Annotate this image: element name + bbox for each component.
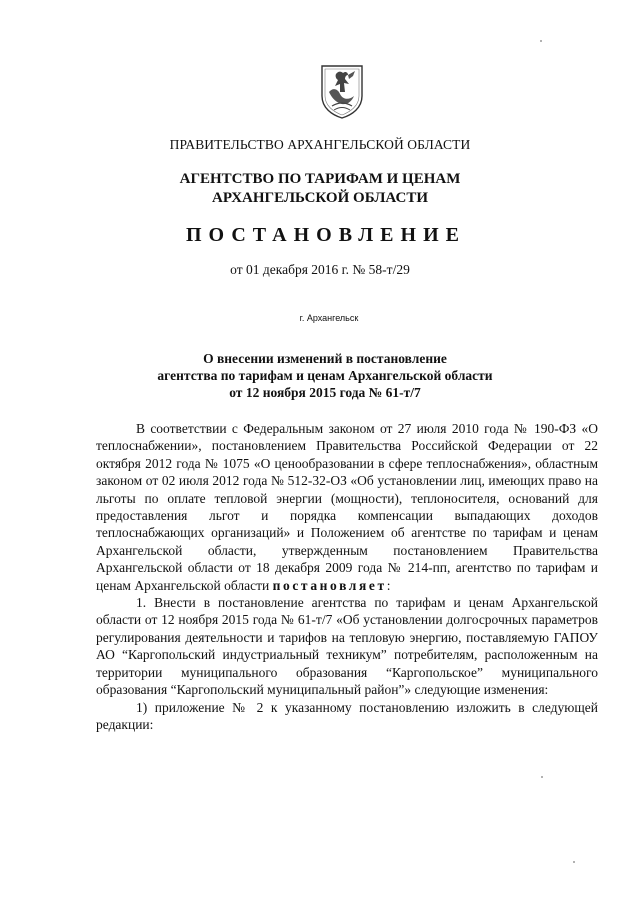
- scan-speck: [541, 776, 543, 778]
- paragraph-preamble: [96, 420, 598, 594]
- scan-speck: [540, 40, 542, 42]
- preamble-end: :: [386, 577, 391, 593]
- document-date-number: от 01 декабря 2016 г. № 58-т/29: [230, 262, 410, 277]
- paragraph-subitem-1: 1) приложение № 2 к указанному постановлению изложить в следующей редакции:: [96, 699, 598, 732]
- agency-name-line-1: АГЕНТСТВО ПО ТАРИФАМ И ЦЕНАМ: [179, 171, 461, 187]
- document-city: г. Архангельск: [299, 313, 359, 323]
- document-body: [96, 420, 598, 733]
- subject-line-1: О внесении изменений в постановление: [203, 351, 447, 366]
- document-type-title: ПОСТАНОВЛЕНИЕ: [186, 224, 466, 246]
- agency-name: [0, 170, 640, 208]
- paragraph-item-1: 1. Внести в постановление агентства по тарифам и ценам Архангельской области от 12 ноября 2015 года № 61-т/7 «Об установлении долгосрочных параметров регулирования деятельности и тарифов на тепловую энергию, поставляемую ГАПОУ АО “Каргопольский индустриальный техникум” потребителям, расположенным на территории муниципального образования “Каргопольское” муниципального образования “Каргопольский муниципальный район”» следующие изменения:: [96, 595, 598, 698]
- agency-name-line-2: АРХАНГЕЛЬСКОЙ ОБЛАСТИ: [212, 190, 428, 206]
- subject-line-3: от 12 ноября 2015 года № 61-т/7: [229, 385, 421, 400]
- scan-speck: [573, 861, 575, 863]
- resolves-keyword: постановляет: [272, 577, 387, 593]
- government-name: ПРАВИТЕЛЬСТВО АРХАНГЕЛЬСКОЙ ОБЛАСТИ: [169, 137, 471, 152]
- coat-of-arms-emblem: [318, 62, 366, 120]
- preamble-text: В соответствии с Федеральным законом от 27 июля 2010 года № 190-ФЗ «О теплоснабжении», постановлением Правительства Российской Федерации от 22 октября 2012 года № 1075 «О ценообразовании в сфере теплоснабжения», областным законом от 02 июля 2012 года № 512-32-ОЗ «Об установлении лиц, имеющих право на льготы по оплате тепловой энергии (мощности), теплоносителя, оснований для предоставления льгот и порядка компенсации выпадающих доходов теплоснабжающих организаций» и Положением об агентстве по тарифам и ценам Архангельской области, утвержденным постановлением Правительства Архангельской области от 18 декабря 2009 года № 214-пп, агентство по тарифам и ценам Архангельской области: [96, 421, 598, 593]
- document-subject: [0, 350, 640, 401]
- subject-line-2: агентства по тарифам и ценам Архангельской области: [157, 368, 493, 383]
